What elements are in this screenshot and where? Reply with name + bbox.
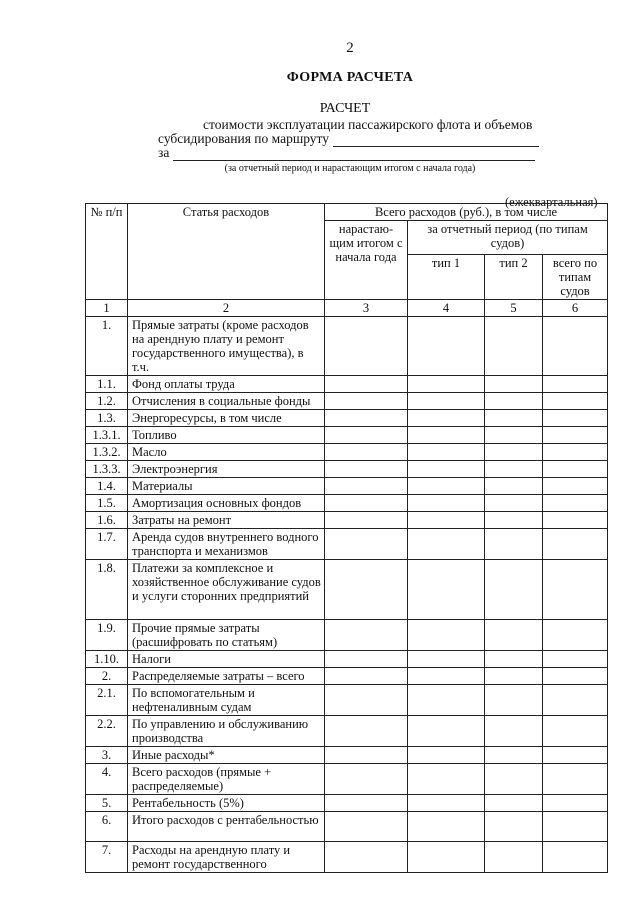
row-label: Прочие прямые затраты (расшифровать по статьям) — [128, 620, 325, 651]
value-cell[interactable] — [325, 444, 408, 461]
row-number: 1.6. — [86, 512, 128, 529]
value-cell[interactable] — [325, 376, 408, 393]
value-cell[interactable] — [325, 410, 408, 427]
header-type2: тип 2 — [485, 255, 543, 300]
table-row — [86, 716, 608, 747]
table-row — [86, 560, 608, 620]
cost-table — [85, 203, 608, 873]
value-cell[interactable] — [325, 685, 408, 716]
row-number: 1.1. — [86, 376, 128, 393]
value-cell[interactable] — [543, 842, 608, 873]
value-cell[interactable] — [485, 461, 543, 478]
row-label: Амортизация основных фондов — [128, 495, 325, 512]
value-cell[interactable] — [408, 444, 485, 461]
table-row — [86, 410, 608, 427]
table-row — [86, 376, 608, 393]
value-cell[interactable] — [408, 410, 485, 427]
row-number: 1. — [86, 317, 128, 376]
value-cell[interactable] — [543, 317, 608, 376]
value-cell[interactable] — [485, 529, 543, 560]
row-number: 2.2. — [86, 716, 128, 747]
value-cell[interactable] — [408, 529, 485, 560]
value-cell[interactable] — [408, 560, 485, 620]
value-cell[interactable] — [408, 393, 485, 410]
value-cell[interactable] — [408, 317, 485, 376]
value-cell[interactable] — [485, 764, 543, 795]
value-cell[interactable] — [543, 620, 608, 651]
row-number: 1.5. — [86, 495, 128, 512]
table-row — [86, 317, 608, 376]
value-cell[interactable] — [485, 410, 543, 427]
row-label: Энергоресурсы, в том числе — [128, 410, 325, 427]
value-cell[interactable] — [325, 393, 408, 410]
row-number: 4. — [86, 764, 128, 795]
row-label: Итого расходов с рентабельностью — [128, 812, 325, 842]
value-cell[interactable] — [543, 393, 608, 410]
value-cell[interactable] — [325, 747, 408, 764]
table-row — [86, 444, 608, 461]
value-cell[interactable] — [325, 478, 408, 495]
row-label: Топливо — [128, 427, 325, 444]
frequency-note: (ежеквартальная) — [505, 195, 598, 209]
row-label: Распределяемые затраты – всего — [128, 668, 325, 685]
row-number: 1.10. — [86, 651, 128, 668]
row-label: Затраты на ремонт — [128, 512, 325, 529]
value-cell[interactable] — [485, 812, 543, 842]
value-cell[interactable] — [485, 716, 543, 747]
value-cell[interactable] — [543, 427, 608, 444]
value-cell[interactable] — [485, 444, 543, 461]
value-cell[interactable] — [485, 620, 543, 651]
value-cell[interactable] — [485, 560, 543, 620]
value-cell[interactable] — [408, 795, 485, 812]
row-label: Электроэнергия — [128, 461, 325, 478]
header-num: № п/п — [86, 204, 128, 300]
value-cell[interactable] — [408, 685, 485, 716]
value-cell[interactable] — [408, 478, 485, 495]
table-row — [86, 461, 608, 478]
value-cell[interactable] — [485, 685, 543, 716]
col-number: 4 — [408, 300, 485, 317]
row-label: Масло — [128, 444, 325, 461]
description-line-3 — [158, 145, 535, 161]
value-cell[interactable] — [543, 747, 608, 764]
row-label: По управлению и обслуживанию производства — [128, 716, 325, 747]
row-number: 1.2. — [86, 393, 128, 410]
value-cell[interactable] — [543, 495, 608, 512]
value-cell[interactable] — [543, 764, 608, 795]
value-cell[interactable] — [485, 495, 543, 512]
table-row — [86, 651, 608, 668]
header-total: Всего расходов (руб.), в том числе — [325, 204, 608, 221]
value-cell[interactable] — [485, 376, 543, 393]
header-period: за отчетный период (по типам судов) — [408, 221, 608, 255]
table-row — [86, 795, 608, 812]
table-row — [86, 620, 608, 651]
value-cell[interactable] — [543, 795, 608, 812]
row-label: Рентабельность (5%) — [128, 795, 325, 812]
header-all-types: всего по типам судов — [543, 255, 608, 300]
value-cell[interactable] — [485, 427, 543, 444]
row-label: Всего расходов (прямые + распределяемые) — [128, 764, 325, 795]
value-cell[interactable] — [408, 427, 485, 444]
value-cell[interactable] — [485, 668, 543, 685]
period-note: (за отчетный период и нарастающим итогом с начала года) — [224, 163, 476, 174]
value-cell[interactable] — [325, 560, 408, 620]
value-cell[interactable] — [543, 478, 608, 495]
table-row — [86, 427, 608, 444]
value-cell[interactable] — [485, 393, 543, 410]
row-label: Материалы — [128, 478, 325, 495]
row-number: 1.3.3. — [86, 461, 128, 478]
value-cell[interactable] — [408, 842, 485, 873]
value-cell[interactable] — [485, 795, 543, 812]
value-cell[interactable] — [408, 764, 485, 795]
value-cell[interactable] — [325, 529, 408, 560]
value-cell[interactable] — [325, 461, 408, 478]
row-number: 1.3.1. — [86, 427, 128, 444]
row-number: 3. — [86, 747, 128, 764]
header-item: Статья расходов — [128, 204, 325, 300]
value-cell[interactable] — [543, 560, 608, 620]
description-line-1: стоимости эксплуатации пассажирского флота и объемов — [203, 117, 533, 132]
row-number: 2.1. — [86, 685, 128, 716]
value-cell[interactable] — [485, 842, 543, 873]
value-cell[interactable] — [408, 668, 485, 685]
value-cell[interactable] — [325, 620, 408, 651]
row-label: Иные расходы* — [128, 747, 325, 764]
row-label: Фонд оплаты труда — [128, 376, 325, 393]
row-label: Налоги — [128, 651, 325, 668]
value-cell[interactable] — [408, 376, 485, 393]
col-number: 6 — [543, 300, 608, 317]
value-cell[interactable] — [543, 685, 608, 716]
value-cell[interactable] — [408, 747, 485, 764]
row-number: 2. — [86, 668, 128, 685]
row-label: Аренда судов внутреннего водного транспорта и механизмов — [128, 529, 325, 560]
table-row — [86, 529, 608, 560]
table-row — [86, 842, 608, 873]
table-row — [86, 393, 608, 410]
row-number: 7. — [86, 842, 128, 873]
table-row — [86, 685, 608, 716]
header-type1: тип 1 — [408, 255, 485, 300]
value-cell[interactable] — [543, 512, 608, 529]
period-blank — [173, 148, 535, 161]
value-cell[interactable] — [485, 317, 543, 376]
table-row — [86, 478, 608, 495]
value-cell[interactable] — [543, 444, 608, 461]
value-cell[interactable] — [408, 512, 485, 529]
value-cell[interactable] — [408, 461, 485, 478]
row-label: Платежи за комплексное и хозяйственное обслуживание судов и услуги сторонних предприятий — [128, 560, 325, 620]
value-cell[interactable] — [543, 812, 608, 842]
row-label: Прямые затраты (кроме расходов на арендную плату и ремонт государственного имущества), в т.ч. — [128, 317, 325, 376]
row-number: 6. — [86, 812, 128, 842]
value-cell[interactable] — [408, 812, 485, 842]
form-title: ФОРМА РАСЧЕТА — [286, 70, 414, 85]
value-cell[interactable] — [325, 812, 408, 842]
col-number: 3 — [325, 300, 408, 317]
row-label: Отчисления в социальные фонды — [128, 393, 325, 410]
page-number: 2 — [346, 40, 354, 56]
row-number: 1.8. — [86, 560, 128, 620]
value-cell[interactable] — [543, 668, 608, 685]
value-cell[interactable] — [325, 764, 408, 795]
row-number: 1.4. — [86, 478, 128, 495]
value-cell[interactable] — [325, 427, 408, 444]
route-label: субсидирования по маршруту — [158, 131, 330, 146]
col-number: 2 — [128, 300, 325, 317]
table-row — [86, 512, 608, 529]
row-number: 5. — [86, 795, 128, 812]
value-cell[interactable] — [325, 795, 408, 812]
value-cell[interactable] — [543, 716, 608, 747]
table-row — [86, 668, 608, 685]
column-number-row — [86, 300, 608, 317]
value-cell[interactable] — [325, 668, 408, 685]
table-row — [86, 764, 608, 795]
value-cell[interactable] — [485, 512, 543, 529]
value-cell[interactable] — [408, 495, 485, 512]
document-title: РАСЧЕТ — [319, 101, 371, 116]
row-number: 1.3. — [86, 410, 128, 427]
table-row — [86, 747, 608, 764]
value-cell[interactable] — [485, 651, 543, 668]
value-cell[interactable] — [325, 842, 408, 873]
value-cell[interactable] — [325, 495, 408, 512]
header-cumulative: нарастаю-щим итогом с начала года — [325, 221, 408, 300]
value-cell[interactable] — [408, 651, 485, 668]
value-cell[interactable] — [543, 376, 608, 393]
value-cell[interactable] — [543, 410, 608, 427]
table-row — [86, 495, 608, 512]
value-cell[interactable] — [325, 716, 408, 747]
row-number: 1.9. — [86, 620, 128, 651]
period-label: за — [158, 145, 170, 160]
value-cell[interactable] — [485, 478, 543, 495]
value-cell[interactable] — [325, 317, 408, 376]
row-number: 1.3.2. — [86, 444, 128, 461]
value-cell[interactable] — [408, 620, 485, 651]
value-cell[interactable] — [325, 651, 408, 668]
value-cell[interactable] — [325, 512, 408, 529]
row-number: 1.7. — [86, 529, 128, 560]
col-number: 5 — [485, 300, 543, 317]
value-cell[interactable] — [485, 747, 543, 764]
col-number: 1 — [86, 300, 128, 317]
row-label: Расходы на арендную плату и ремонт государственного — [128, 842, 325, 873]
value-cell[interactable] — [408, 716, 485, 747]
table-row — [86, 812, 608, 842]
value-cell[interactable] — [543, 529, 608, 560]
value-cell[interactable] — [543, 651, 608, 668]
row-label: По вспомогательным и нефтеналивным судам — [128, 685, 325, 716]
value-cell[interactable] — [543, 461, 608, 478]
